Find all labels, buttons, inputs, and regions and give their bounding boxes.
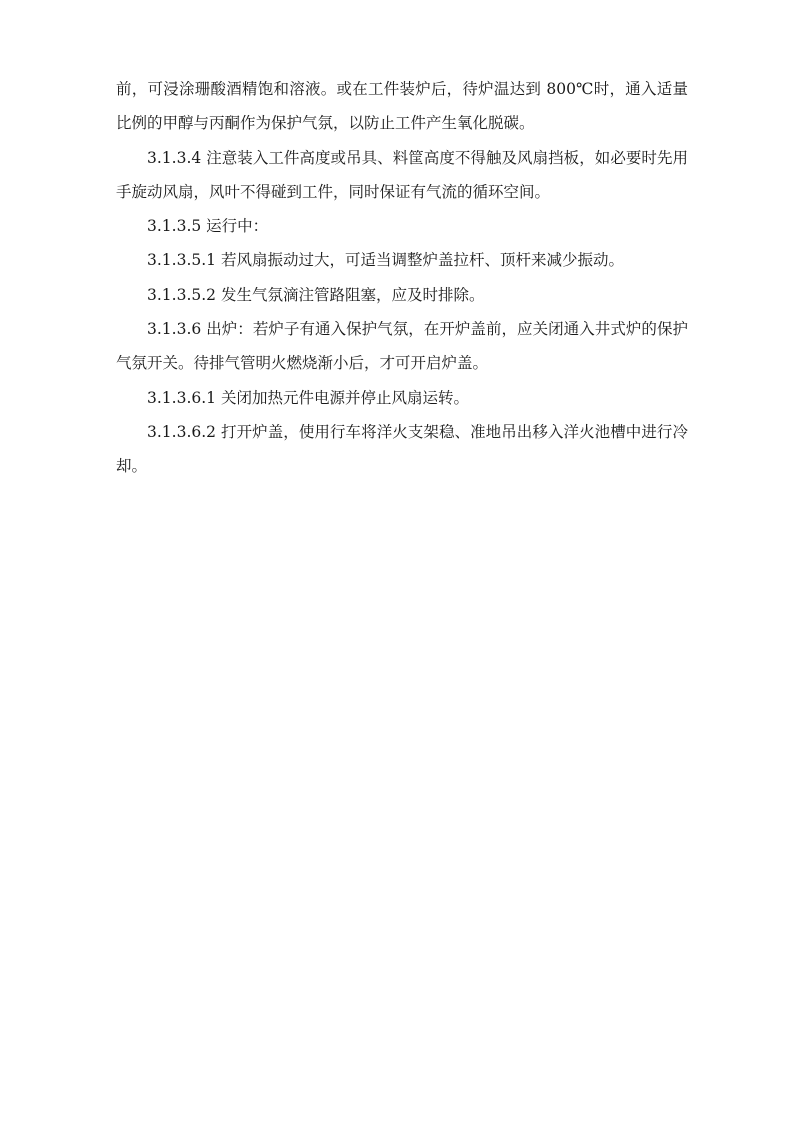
paragraph-3-1-3-5-1: 3.1.3.5.1 若风扇振动过大，可适当调整炉盖拉杆、顶杆来减少振动。 [147, 251, 624, 270]
paragraph-3-1-3-5: 3.1.3.5 运行中： [147, 217, 269, 236]
paragraph-3-1-3-4: 3.1.3.4 注意装入工件高度或吊具、料筐高度不得触及风扇挡板，如必要时先用手旋动风扇，风叶不得碰到工件，同时保证有气流的循环空间。 [116, 148, 688, 201]
paragraph-3-1-3-6-2: 3.1.3.6.2 打开炉盖，使用行车将洋火支架稳、准地吊出移入洋火池槽中进行冷却。 [116, 422, 688, 476]
paragraph-3-1-3-6: 3.1.3.6 出炉：若炉子有通入保护气氛，在开炉盖前，应关闭通入井式炉的保护气氛开关。待排气管明火燃烧渐小后，才可开启炉盖。 [116, 320, 688, 373]
document-body [116, 72, 688, 484]
paragraph-3-1-3-6-1: 3.1.3.6.1 关闭加热元件电源并停止风扇运转。 [147, 388, 469, 407]
paragraph-continuation: 前，可浸涂珊酸酒精饱和溶液。或在工件装炉后，待炉温达到 800℃时，通入适量比例的甲醇与丙酮作为保护气氛，以防止工件产生氧化脱碳。 [116, 80, 688, 133]
paragraph-3-1-3-5-2: 3.1.3.5.2 发生气氛滴注管路阻塞，应及时排除。 [147, 285, 485, 304]
